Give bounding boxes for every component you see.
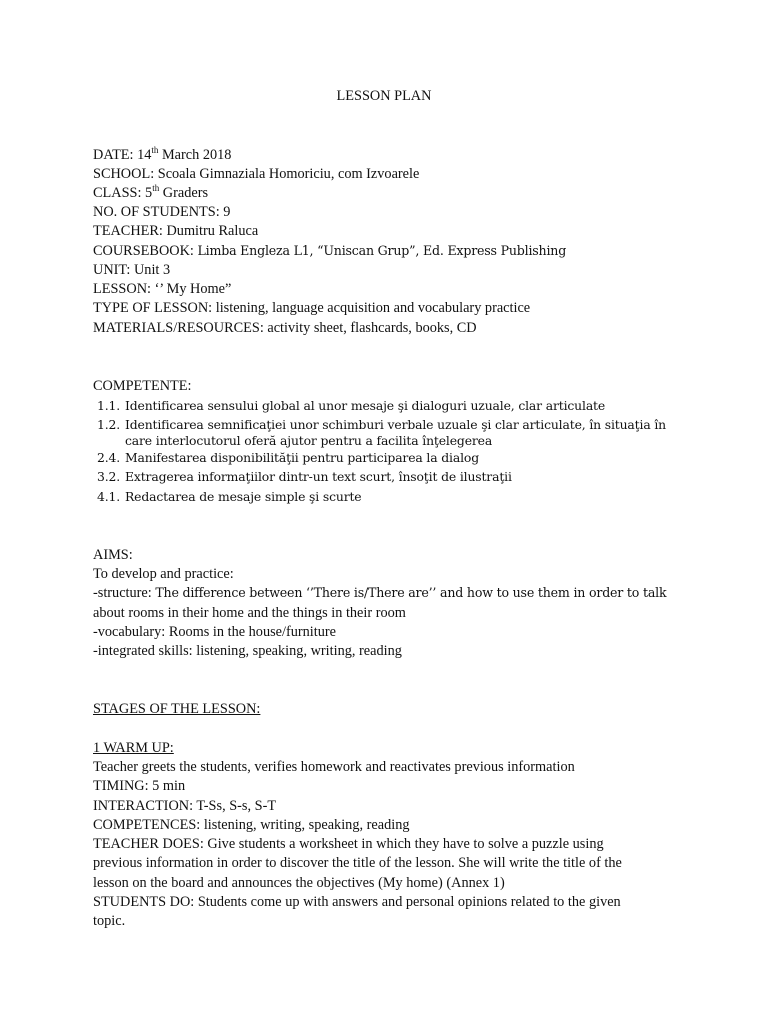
teacher-does-continuation: previous information in order to discover the title of the lesson. She will write the title of the bbox=[93, 855, 622, 871]
materials-line: MATERIALS/RESOURCES: activity sheet, flashcards, books, CD bbox=[93, 320, 477, 336]
competenta-item: 1.1. Identificarea sensului global al unor mesaje şi dialoguri uzuale, clar articulate bbox=[97, 398, 606, 413]
warmup-intro: Teacher greets the students, verifies homework and reactivates previous information bbox=[93, 759, 575, 775]
aims-structure-continuation: about rooms in their home and the things in their room bbox=[93, 605, 406, 621]
competenta-item: 4.1. Redactarea de mesaje simple şi scurte bbox=[97, 489, 362, 504]
coursebook-line: COURSEBOOK: Limba Engleza L1, “Uniscan Grup”, Ed. Express Publishing bbox=[93, 243, 567, 259]
lesson-line: LESSON: ‘’ My Home” bbox=[93, 281, 232, 297]
type-line: TYPE OF LESSON: listening, language acquisition and vocabulary practice bbox=[93, 300, 531, 316]
unit-line: UNIT: Unit 3 bbox=[93, 262, 171, 278]
aims-structure: -structure: The difference between ‘’There is/There are’’ and how to use them in order to talk bbox=[93, 585, 667, 601]
competenta-item-continuation: care interlocutorul oferă ajutor pentru a facilita înţelegerea bbox=[125, 433, 493, 448]
aims-vocabulary: -vocabulary: Rooms in the house/furniture bbox=[93, 624, 336, 640]
aims-skills: -integrated skills: listening, speaking, writing, reading bbox=[93, 643, 402, 659]
students-line: NO. OF STUDENTS: 9 bbox=[93, 204, 231, 220]
competente-heading: COMPETENTE: bbox=[93, 378, 192, 394]
school-line: SCHOOL: Scoala Gimnaziala Homoriciu, com Izvoarele bbox=[93, 166, 420, 182]
competenta-item: 2.4. Manifestarea disponibilităţii pentru participarea la dialog bbox=[97, 450, 479, 465]
teacher-line: TEACHER: Dumitru Raluca bbox=[93, 223, 259, 239]
aims-intro: To develop and practice: bbox=[93, 566, 234, 582]
aims-heading: AIMS: bbox=[93, 547, 133, 563]
date-line: DATE: 14th March 2018 bbox=[93, 145, 232, 163]
teacher-does-line: TEACHER DOES: Give students a worksheet in which they have to solve a puzzle using bbox=[93, 836, 604, 852]
students-do-line: STUDENTS DO: Students come up with answers and personal opinions related to the given bbox=[93, 894, 621, 910]
stages-heading: STAGES OF THE LESSON: bbox=[93, 701, 261, 717]
warmup-heading: 1 WARM UP: bbox=[93, 740, 174, 756]
competences-line: COMPETENCES: listening, writing, speaking, reading bbox=[93, 817, 410, 833]
students-do-continuation: topic. bbox=[93, 913, 126, 929]
class-line: CLASS: 5th Graders bbox=[93, 183, 209, 201]
page-title: LESSON PLAN bbox=[336, 88, 432, 104]
teacher-does-continuation: lesson on the board and announces the objectives (My home) (Annex 1) bbox=[93, 875, 505, 891]
competenta-item: 1.2. Identificarea semnificaţiei unor schimburi verbale uzuale şi clar articulate, în situaţia în bbox=[97, 417, 666, 432]
timing-line: TIMING: 5 min bbox=[93, 778, 186, 794]
interaction-line: INTERACTION: T-Ss, S-s, S-T bbox=[93, 798, 277, 814]
competenta-item: 3.2. Extragerea informaţiilor dintr-un text scurt, însoţit de ilustraţii bbox=[97, 469, 512, 484]
